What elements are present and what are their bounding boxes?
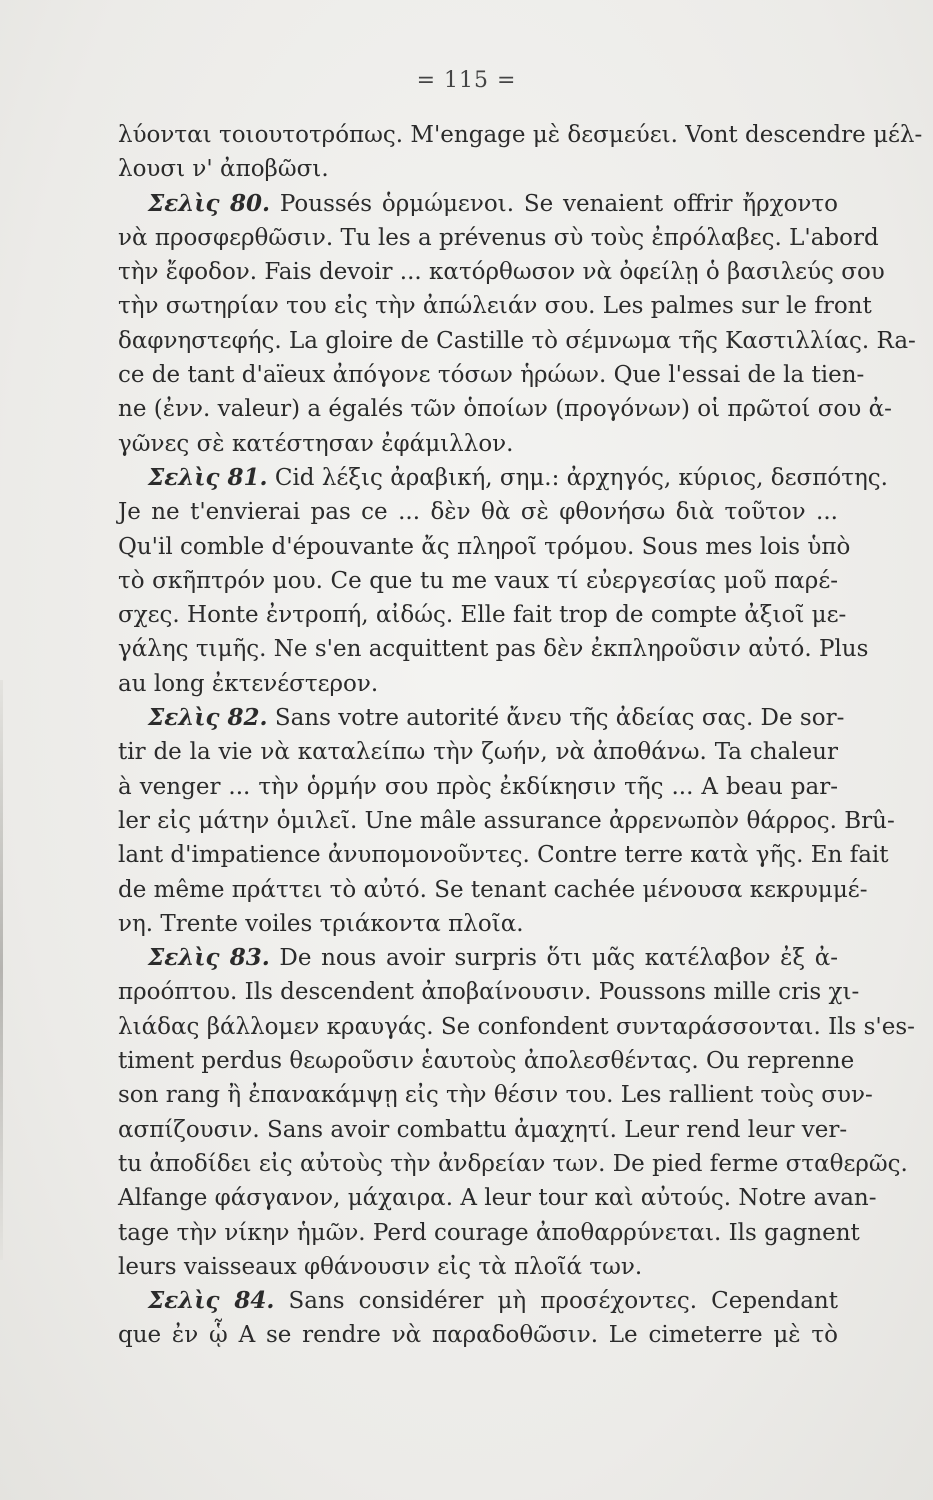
- text-line: δαφνηστεφής. La gloire de Castille τὸ σέμνωμα τῆς Καστιλλίας. Ra-: [118, 327, 916, 354]
- text-line: νη. Trente voiles τριάκοντα πλοῖα.: [118, 910, 524, 937]
- body-text: [118, 118, 923, 1353]
- section-heading-84: Σελὶς 84. Sans considérer μὴ προσέχοντες. Cependant: [148, 1287, 838, 1315]
- text-line: Je ne t'envierai pas ce ... δὲν θὰ σὲ φθονήσω διὰ τοῦτον ...: [118, 499, 838, 526]
- text-line: à venger ... τὴν ὁρμήν σου πρὸς ἐκδίκησιν τῆς ... A beau par-: [118, 773, 838, 800]
- text-line: son rang ἢ ἐπανακάμψῃ εἰς τὴν θέσιν του. Les rallient τοὺς συν-: [118, 1082, 873, 1109]
- text-line: λουσι ν' ἀποβῶσι.: [118, 156, 329, 183]
- section-heading-82: Σελὶς 82. Sans votre autorité ἄνευ τῆς ἀδείας σας. De sor-: [148, 704, 845, 732]
- text-line: Qu'il comble d'épouvante ἄς πληροῖ τρόμου. Sous mes lois ὑπὸ: [118, 533, 851, 560]
- text-line: προόπτου. Ils descendent ἀποβαίνουσιν. Poussons mille cris χι-: [118, 979, 860, 1006]
- text-line: Alfange φάσγανον, μάχαιρα. A leur tour καὶ αὐτούς. Notre avan-: [118, 1185, 877, 1212]
- text-line: lant d'impatience ἀνυπομονοῦντες. Contre terre κατὰ γῆς. En fait: [118, 842, 889, 869]
- text-line: tu ἀποδίδει εἰς αὐτοὺς τὴν ἀνδρείαν των. De pied ferme σταθερῶς.: [118, 1150, 908, 1177]
- text-line: de même πράττει τὸ αὐτό. Se tenant cachée μένουσα κεκρυμμέ-: [118, 876, 868, 903]
- section-label: Σελὶς 80.: [148, 189, 271, 217]
- text-line: γῶνες σὲ κατέστησαν ἐφάμιλλον.: [118, 430, 514, 457]
- section-heading-80: Σελὶς 80. Poussés ὁρμώμενοι. Se venaient offrir ἤρχοντο: [148, 189, 838, 217]
- section-label: Σελὶς 81.: [148, 463, 268, 491]
- text-line: ασπίζουσιν. Sans avoir combattu ἀμαχητί. Leur rend leur ver-: [118, 1116, 848, 1143]
- text-line: timent perdus θεωροῦσιν ἑαυτοὺς ἀπολεσθέντας. Ou reprenne: [118, 1048, 855, 1075]
- text-line: tir de la vie νὰ καταλείπω τὴν ζωήν, νὰ ἀποθάνω. Ta chaleur: [118, 739, 838, 766]
- text-line: τὴν σωτηρίαν του εἰς τὴν ἀπώλειάν σου. Les palmes sur le front: [118, 293, 872, 320]
- text-line: tage τὴν νίκην ἡμῶν. Perd courage ἀποθαρρύνεται. Ils gagnent: [118, 1219, 860, 1246]
- text-line: ne (ἐνν. valeur) a égalés τῶν ὁποίων (προγόνων) οἱ πρῶτοί σου ἀ-: [118, 396, 892, 423]
- text-line: leurs vaisseaux φθάνουσιν εἰς τὰ πλοῖά των.: [118, 1253, 643, 1280]
- section-heading-83: Σελὶς 83. De nous avoir surpris ὅτι μᾶς κατέλαβον ἐξ ἀ-: [148, 944, 838, 972]
- text-line: τὸ σκῆπτρόν μου. Ce que tu me vaux τί εὐεργεσίας μοῦ παρέ-: [118, 567, 838, 594]
- text-line: λιάδας βάλλομεν κραυγάς. Se confondent συνταράσσονται. Ils s'es-: [118, 1013, 915, 1040]
- text-line: ler εἰς μάτην ὁμιλεῖ. Une mâle assurance ἀρρενωπὸν θάρρος. Brû-: [118, 807, 895, 834]
- section-heading-81: Σελὶς 81. Cid λέξις ἀραβική, σημ.: ἀρχηγός, κύριος, δεσπότης.: [148, 463, 888, 491]
- text-line: ce de tant d'aïeux ἀπόγονε τόσων ἡρώων. Que l'essai de la tien-: [118, 362, 865, 389]
- section-label: Σελὶς 83.: [148, 944, 270, 972]
- text-line: τὴν ἔφοδον. Fais devoir ... κατόρθωσον νὰ ὀφείλῃ ὁ βασιλεύς σου: [118, 259, 885, 286]
- text-line: νὰ προσφερθῶσιν. Tu les a prévenus σὺ τοὺς ἐπρόλαβες. L'abord: [118, 224, 879, 251]
- text-line: λύονται τοιουτοτρόπως. M'engage μὲ δεσμεύει. Vont descendre μέλ-: [118, 122, 923, 148]
- text-line: γάλης τιμῆς. Ne s'en acquittent pas δὲν ἐκπληροῦσιν αὐτό. Plus: [118, 636, 869, 663]
- text-line: σχες. Honte ἐντροπή, αἰδώς. Elle fait trop de compte ἀξιοῖ με-: [118, 602, 847, 629]
- section-label: Σελὶς 82.: [148, 704, 268, 732]
- text-line: au long ἐκτενέστερον.: [118, 670, 379, 697]
- section-label: Σελὶς 84.: [148, 1287, 275, 1315]
- page-edge-shadow: [0, 680, 3, 1260]
- page-number: = 115 =: [416, 68, 517, 93]
- text-line: que ἐν ᾧ A se rendre νὰ παραδοθῶσιν. Le cimeterre μὲ τὸ: [118, 1322, 838, 1349]
